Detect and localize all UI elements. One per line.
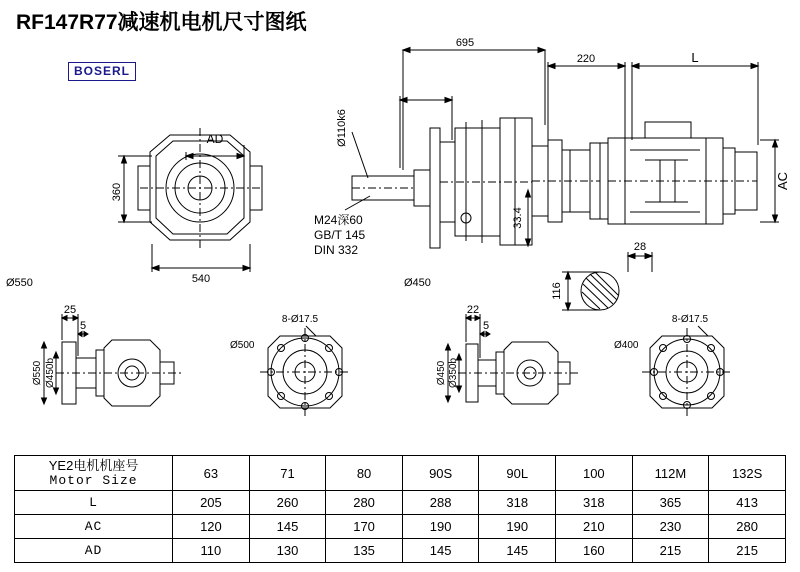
table-cell: 190	[402, 515, 479, 539]
dim-116: 116	[551, 282, 563, 300]
table-row-AC	[15, 515, 786, 539]
dim-25: 25	[63, 304, 77, 316]
dim-220: 220	[576, 53, 596, 65]
table-cell: 100	[556, 456, 633, 491]
dim-L: L	[691, 50, 699, 65]
dim-d400: Ø400	[614, 340, 639, 351]
dim-33-4: 33.4	[512, 207, 524, 229]
thread-note-line2: GB/T 145	[314, 228, 366, 242]
dim-d550-left: Ø550	[32, 360, 43, 386]
table-cell: 80	[326, 456, 403, 491]
table-cell: 215	[709, 539, 786, 563]
spec-table	[14, 455, 786, 563]
table-cell: 318	[479, 491, 556, 515]
table-cell: 160	[556, 539, 633, 563]
dim-360: 360	[111, 182, 123, 202]
brand-logo: BOSERL	[68, 62, 136, 81]
table-cell: 145	[402, 539, 479, 563]
table-cell: 63	[173, 456, 250, 491]
table-cell: 120	[173, 515, 250, 539]
dim-695: 695	[455, 37, 475, 49]
table-cell: 190	[479, 515, 556, 539]
row-header-L: L	[15, 491, 173, 515]
holes-right: 8-Ø17.5	[671, 314, 709, 325]
dim-AD: AD	[206, 132, 224, 146]
dim-AC: AC	[775, 171, 790, 191]
row-header-AD: AD	[15, 539, 173, 563]
thread-note-line1: M24深60	[314, 213, 363, 227]
table-cell: 413	[709, 491, 786, 515]
table-row-motor-size	[15, 456, 786, 491]
table-cell: 205	[173, 491, 250, 515]
table-cell: 71	[249, 456, 326, 491]
dim-540: 540	[191, 273, 211, 285]
thread-note-line3: DIN 332	[314, 243, 359, 257]
table-cell: 230	[632, 515, 709, 539]
table-cell: 145	[249, 515, 326, 539]
table-cell: 260	[249, 491, 326, 515]
table-row-AD	[15, 539, 786, 563]
dim-d450-left: Ø450b	[45, 357, 56, 389]
table-cell: 132S	[709, 456, 786, 491]
page-title: RF147R77减速机电机尺寸图纸	[16, 11, 307, 34]
table-cell: 90L	[479, 456, 556, 491]
table-row-L	[15, 491, 786, 515]
dim-22: 22	[466, 304, 480, 316]
row-header-motor-size	[15, 456, 173, 491]
table-cell: 365	[632, 491, 709, 515]
row-header-AC: AC	[15, 515, 173, 539]
table-cell: 280	[326, 491, 403, 515]
dim-d350-right: Ø350b	[448, 357, 459, 389]
dim-d500: Ø500	[230, 340, 255, 351]
table-cell: 90S	[402, 456, 479, 491]
table-cell: 145	[479, 539, 556, 563]
table-cell: 170	[326, 515, 403, 539]
table-cell: 112M	[632, 456, 709, 491]
table-cell: 210	[556, 515, 633, 539]
dim-d550: Ø550	[6, 277, 33, 289]
dim-d110k6: Ø110k6	[336, 109, 348, 147]
table-cell: 215	[632, 539, 709, 563]
dim-28: 28	[633, 241, 647, 253]
dim-d450-right: Ø450	[436, 360, 447, 386]
table-cell: 135	[326, 539, 403, 563]
dim-d450: Ø450	[404, 277, 431, 289]
table-cell: 318	[556, 491, 633, 515]
table-cell: 288	[402, 491, 479, 515]
table-cell: 280	[709, 515, 786, 539]
dim-5-left: 5	[79, 320, 87, 332]
table-cell: 110	[173, 539, 250, 563]
row-header-motor-size-cn: YE2电机机座号	[48, 458, 139, 473]
row-header-motor-size-en: Motor Size	[49, 473, 138, 488]
table-cell: 130	[249, 539, 326, 563]
holes-left: 8-Ø17.5	[281, 314, 319, 325]
dim-5-right: 5	[482, 320, 490, 332]
